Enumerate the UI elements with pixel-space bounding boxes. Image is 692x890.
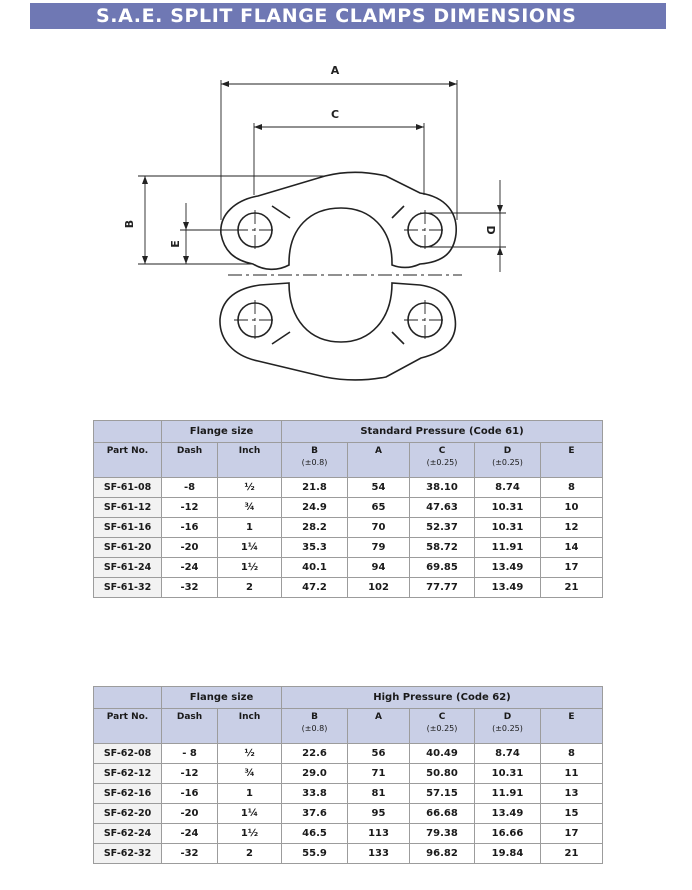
- dimension-label-b: B: [123, 219, 136, 229]
- col-header-d: [475, 709, 541, 744]
- cell-a: 70: [348, 518, 410, 538]
- col-header-dash: Dash: [162, 709, 218, 744]
- dimension-label-c: C: [330, 108, 340, 121]
- cell-dash: -24: [162, 824, 218, 844]
- standard-pressure-table: [93, 420, 603, 598]
- col-header-inch: Inch: [218, 709, 282, 744]
- cell-a: 65: [348, 498, 410, 518]
- col-header-b-tolerance: (±0.8): [301, 458, 328, 467]
- col-header-d-tolerance: (±0.25): [492, 458, 523, 467]
- col-header-d-tolerance: (±0.25): [492, 724, 523, 733]
- cell-b: 29.0: [282, 764, 348, 784]
- cell-d: 11.91: [475, 784, 541, 804]
- cell-part-no: SF-61-20: [94, 538, 162, 558]
- cell-inch: 2: [218, 844, 282, 864]
- pressure-group-header: High Pressure (Code 62): [282, 687, 603, 709]
- col-header-a: A: [348, 709, 410, 744]
- cell-e: 17: [541, 558, 603, 578]
- cell-part-no: SF-62-16: [94, 784, 162, 804]
- cell-e: 21: [541, 578, 603, 598]
- cell-e: 8: [541, 744, 603, 764]
- cell-b: 40.1: [282, 558, 348, 578]
- cell-inch: ¾: [218, 498, 282, 518]
- cell-d: 13.49: [475, 804, 541, 824]
- col-header-e: E: [541, 443, 603, 478]
- cell-dash: -12: [162, 764, 218, 784]
- pressure-group-header: Standard Pressure (Code 61): [282, 421, 603, 443]
- cell-inch: 1: [218, 518, 282, 538]
- table-row: [94, 578, 603, 598]
- table-row: [94, 558, 603, 578]
- table-row: [94, 538, 603, 558]
- group-spacer: [94, 687, 162, 709]
- cell-inch: ¾: [218, 764, 282, 784]
- col-header-b-tolerance: (±0.8): [301, 724, 328, 733]
- col-header-part-no: Part No.: [94, 709, 162, 744]
- table-row: [94, 844, 603, 864]
- cell-c: 96.82: [410, 844, 475, 864]
- split-flange-clamp-drawing: [100, 52, 520, 392]
- cell-inch: 1: [218, 784, 282, 804]
- group-spacer: [94, 421, 162, 443]
- flange-size-group-header: Flange size: [162, 421, 282, 443]
- cell-inch: ½: [218, 478, 282, 498]
- cell-b: 21.8: [282, 478, 348, 498]
- cell-a: 71: [348, 764, 410, 784]
- cell-d: 16.66: [475, 824, 541, 844]
- cell-part-no: SF-61-08: [94, 478, 162, 498]
- cell-d: 10.31: [475, 498, 541, 518]
- col-header-a: A: [348, 443, 410, 478]
- cell-e: 10: [541, 498, 603, 518]
- cell-b: 46.5: [282, 824, 348, 844]
- cell-c: 47.63: [410, 498, 475, 518]
- col-header-b-label: B: [311, 446, 318, 456]
- cell-inch: 1¼: [218, 538, 282, 558]
- cell-c: 57.15: [410, 784, 475, 804]
- col-header-inch: Inch: [218, 443, 282, 478]
- cell-a: 81: [348, 784, 410, 804]
- cell-b: 24.9: [282, 498, 348, 518]
- cell-inch: 1¼: [218, 804, 282, 824]
- cell-c: 50.80: [410, 764, 475, 784]
- cell-a: 94: [348, 558, 410, 578]
- cell-c: 66.68: [410, 804, 475, 824]
- cell-d: 10.31: [475, 764, 541, 784]
- cell-b: 28.2: [282, 518, 348, 538]
- col-header-c: [410, 443, 475, 478]
- table-row: [94, 764, 603, 784]
- cell-e: 13: [541, 784, 603, 804]
- cell-c: 58.72: [410, 538, 475, 558]
- cell-part-no: SF-61-16: [94, 518, 162, 538]
- flange-size-group-header: Flange size: [162, 687, 282, 709]
- cell-a: 102: [348, 578, 410, 598]
- dimension-label-d: D: [484, 225, 497, 235]
- col-header-e: E: [541, 709, 603, 744]
- cell-dash: -20: [162, 538, 218, 558]
- cell-d: 8.74: [475, 478, 541, 498]
- cell-e: 8: [541, 478, 603, 498]
- cell-inch: 1½: [218, 824, 282, 844]
- table-row: [94, 518, 603, 538]
- cell-dash: -32: [162, 578, 218, 598]
- table-row: [94, 784, 603, 804]
- cell-c: 52.37: [410, 518, 475, 538]
- cell-e: 21: [541, 844, 603, 864]
- cell-a: 56: [348, 744, 410, 764]
- cell-part-no: SF-61-32: [94, 578, 162, 598]
- cell-inch: 2: [218, 578, 282, 598]
- cell-dash: -16: [162, 784, 218, 804]
- cell-d: 13.49: [475, 578, 541, 598]
- cell-a: 54: [348, 478, 410, 498]
- cell-c: 38.10: [410, 478, 475, 498]
- cell-dash: - 8: [162, 744, 218, 764]
- cell-dash: -32: [162, 844, 218, 864]
- col-header-d-label: D: [503, 446, 512, 456]
- cell-d: 13.49: [475, 558, 541, 578]
- cell-part-no: SF-62-20: [94, 804, 162, 824]
- cell-b: 55.9: [282, 844, 348, 864]
- col-header-b: [282, 709, 348, 744]
- col-header-b-label: B: [311, 712, 318, 722]
- cell-dash: -16: [162, 518, 218, 538]
- cell-c: 40.49: [410, 744, 475, 764]
- cell-d: 19.84: [475, 844, 541, 864]
- upper-clamp-outline: [221, 172, 456, 269]
- cell-d: 11.91: [475, 538, 541, 558]
- cell-e: 11: [541, 764, 603, 784]
- cell-dash: -24: [162, 558, 218, 578]
- cell-b: 47.2: [282, 578, 348, 598]
- cell-a: 113: [348, 824, 410, 844]
- cell-d: 10.31: [475, 518, 541, 538]
- table-row: [94, 804, 603, 824]
- col-header-c-label: C: [438, 446, 446, 456]
- cell-c: 69.85: [410, 558, 475, 578]
- col-header-c-tolerance: (±0.25): [426, 724, 458, 733]
- page-title: S.A.E. SPLIT FLANGE CLAMPS DIMENSIONS: [96, 5, 577, 27]
- dimension-label-e: E: [169, 240, 182, 248]
- cell-e: 12: [541, 518, 603, 538]
- cell-b: 22.6: [282, 744, 348, 764]
- table-row: [94, 498, 603, 518]
- col-header-b: [282, 443, 348, 478]
- title-banner: [30, 3, 666, 29]
- cell-d: 8.74: [475, 744, 541, 764]
- cell-inch: 1½: [218, 558, 282, 578]
- cell-e: 15: [541, 804, 603, 824]
- dimension-label-a: A: [330, 64, 340, 77]
- col-header-dash: Dash: [162, 443, 218, 478]
- col-header-c: [410, 709, 475, 744]
- cell-part-no: SF-61-12: [94, 498, 162, 518]
- cell-dash: -8: [162, 478, 218, 498]
- col-header-c-label: C: [438, 712, 446, 722]
- cell-part-no: SF-61-24: [94, 558, 162, 578]
- table-row: [94, 744, 603, 764]
- cell-e: 14: [541, 538, 603, 558]
- cell-part-no: SF-62-08: [94, 744, 162, 764]
- cell-a: 133: [348, 844, 410, 864]
- cell-c: 77.77: [410, 578, 475, 598]
- cell-a: 79: [348, 538, 410, 558]
- cell-inch: ½: [218, 744, 282, 764]
- cell-e: 17: [541, 824, 603, 844]
- cell-part-no: SF-62-32: [94, 844, 162, 864]
- cell-b: 33.8: [282, 784, 348, 804]
- cell-dash: -12: [162, 498, 218, 518]
- high-pressure-table: [93, 686, 603, 864]
- table-row: [94, 824, 603, 844]
- cell-dash: -20: [162, 804, 218, 824]
- cell-part-no: SF-62-24: [94, 824, 162, 844]
- col-header-part-no: Part No.: [94, 443, 162, 478]
- cell-b: 35.3: [282, 538, 348, 558]
- col-header-d: [475, 443, 541, 478]
- col-header-c-tolerance: (±0.25): [426, 458, 458, 467]
- cell-a: 95: [348, 804, 410, 824]
- cell-b: 37.6: [282, 804, 348, 824]
- cell-c: 79.38: [410, 824, 475, 844]
- col-header-d-label: D: [503, 712, 512, 722]
- cell-part-no: SF-62-12: [94, 764, 162, 784]
- table-row: [94, 478, 603, 498]
